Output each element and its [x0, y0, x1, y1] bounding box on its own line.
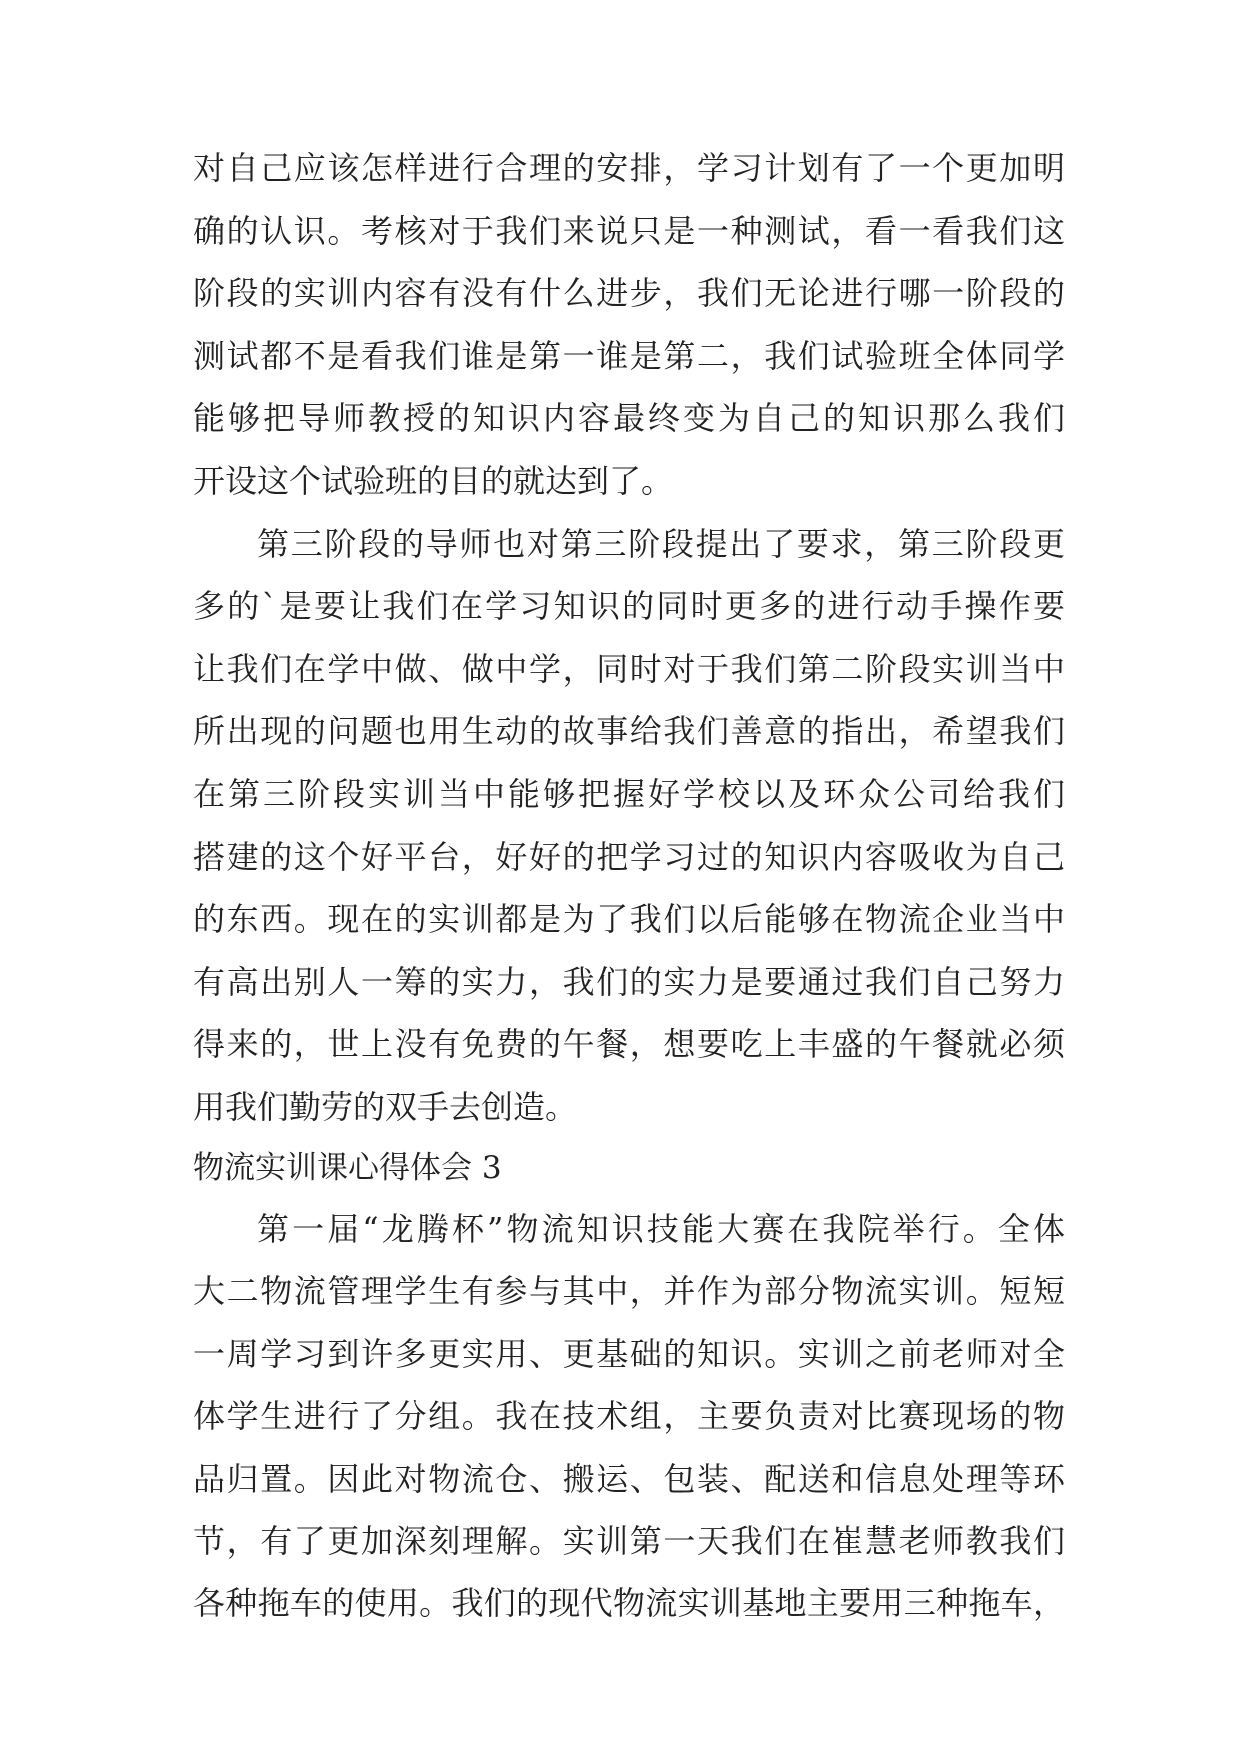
text-line: 阶段的实训内容有没有什么进步，我们无论进行哪一阶段的 — [193, 274, 1065, 312]
text-line: 品归置。因此对物流仓、搬运、包装、配送和信息处理等环 — [193, 1460, 1065, 1498]
text-line: 对自己应该怎样进行合理的安排，学习计划有了一个更加明 — [193, 149, 1065, 187]
text-line: 体学生进行了分组。我在技术组，主要负责对比赛现场的物 — [193, 1397, 1065, 1435]
text-line: 用我们勤劳的双手去创造。 — [193, 1088, 578, 1126]
text-line: 测试都不是看我们谁是第一谁是第二，我们试验班全体同学 — [193, 337, 1065, 375]
text-line: 的东西。现在的实训都是为了我们以后能够在物流企业当中 — [193, 900, 1065, 938]
text-line: 开设这个试验班的目的就达到了。 — [193, 462, 674, 500]
text-line: 节，有了更加深刻理解。实训第一天我们在崔慧老师教我们 — [193, 1522, 1065, 1560]
text-line: 大二物流管理学生有参与其中，并作为部分物流实训。短短 — [193, 1272, 1065, 1310]
text-line: 多的`是要让我们在学习知识的同时更多的进行动手操作要 — [193, 587, 1065, 625]
text-line: 得来的，世上没有免费的午餐，想要吃上丰盛的午餐就必须 — [193, 1025, 1065, 1063]
text-line: 一周学习到许多更实用、更基础的知识。实训之前老师对全 — [193, 1335, 1065, 1373]
text-line: 让我们在学中做、做中学，同时对于我们第二阶段实训当中 — [193, 650, 1065, 688]
section-heading: 物流实训课心得体会 3 — [193, 1150, 502, 1186]
text-line: 第三阶段的导师也对第三阶段提出了要求，第三阶段更 — [257, 525, 1065, 563]
text-line: 在第三阶段实训当中能够把握好学校以及环众公司给我们 — [193, 775, 1065, 813]
text-line: 能够把导师教授的知识内容最终变为自己的知识那么我们 — [193, 399, 1065, 437]
text-line: 所出现的问题也用生动的故事给我们善意的指出，希望我们 — [193, 712, 1065, 750]
text-line: 搭建的这个好平台，好好的把学习过的知识内容吸收为自己 — [193, 838, 1065, 876]
text-line: 各种拖车的使用。我们的现代物流实训基地主要用三种拖车， — [193, 1584, 1065, 1622]
text-line: 确的认识。考核对于我们来说只是一种测试，看一看我们这 — [193, 212, 1065, 250]
text-line: 有高出别人一筹的实力，我们的实力是要通过我们自己努力 — [193, 963, 1065, 1001]
text-line: 第一届“龙腾杯”物流知识技能大赛在我院举行。全体 — [257, 1210, 1065, 1248]
